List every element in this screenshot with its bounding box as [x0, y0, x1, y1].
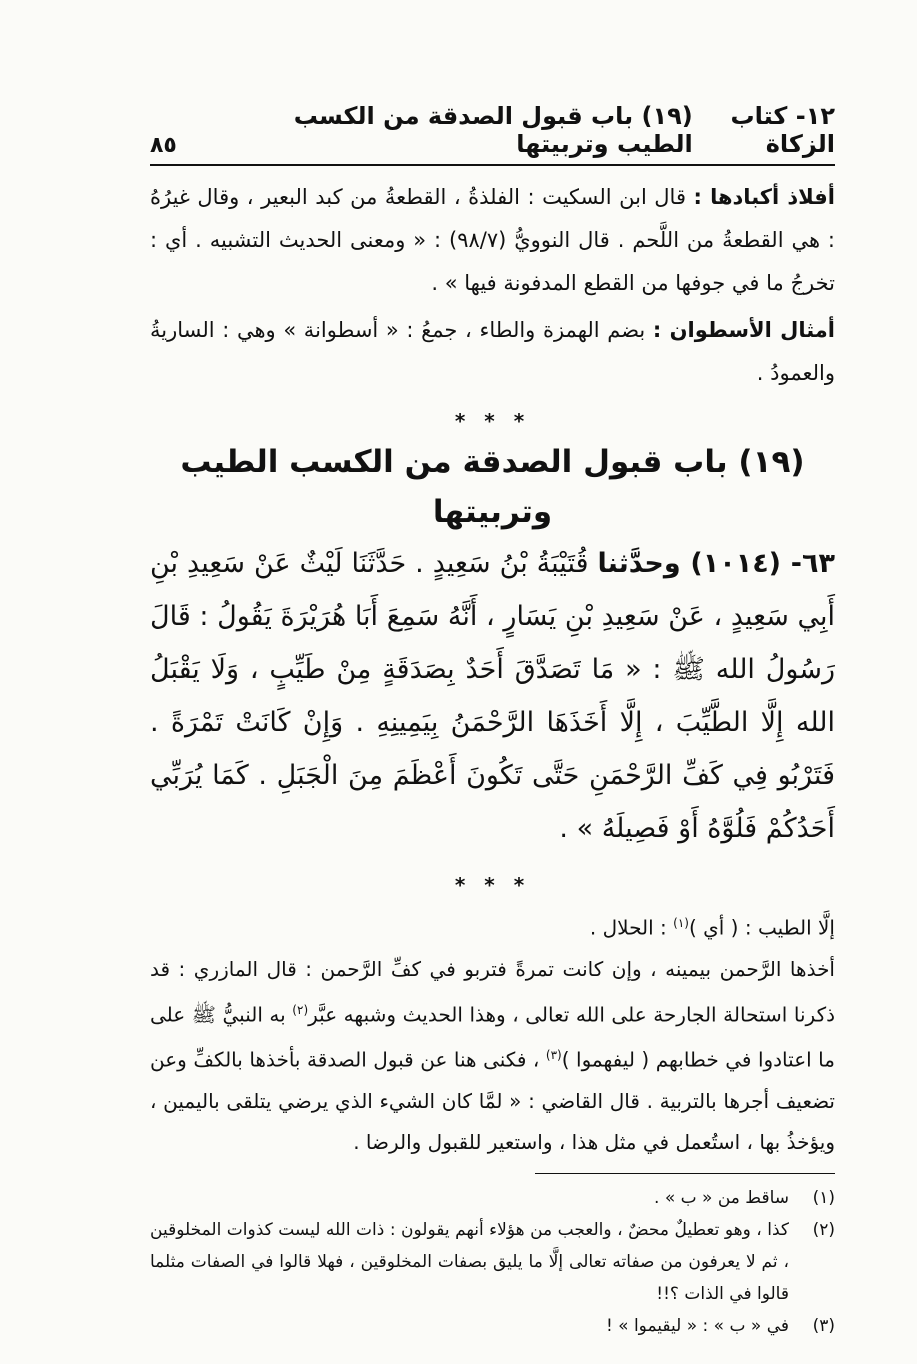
- commentary-line: إلَّا الطيب : ( أي )$^{(١)}$ : الحلال .: [589, 915, 835, 940]
- gloss-term: أفلاذ أكبادها :: [693, 185, 835, 209]
- footnote: [150, 1310, 835, 1342]
- footnote: [150, 1182, 835, 1214]
- hadith-body: قُتَيْبَةُ بْنُ سَعِيدٍ . حَدَّثَنَا لَيْثٌ عَنْ سَعِيدِ بْنِ أَبِي سَعِيدٍ ، عَنْ سَعِيدِ بْنِ يَسَارٍ ، أَنَّهُ سَمِعَ أَبَا هُرَيْرَةَ يَقُولُ : قَالَ رَسُولُ الله ﷺ : « مَا تَصَدَّقَ أَحَدٌ بِصَدَقَةٍ مِنْ طَيِّبٍ ، وَلَا يَقْبَلُ الله إِلَّا الطَّيِّبَ ، إِلَّا أَخَذَهَا الرَّحْمَنُ بِيَمِينِهِ . وَإِنْ كَانَتْ تَمْرَةً . فَتَرْبُو فِي كَفِّ الرَّحْمَنِ حَتَّى تَكُونَ أَعْظَمَ مِنَ الْجَبَلِ . كَمَا يُرَبِّي أَحَدُكُمْ فَلُوَّهُ أَوْ فَصِيلَهُ » .: [150, 548, 835, 844]
- gloss-text: بضم الهمزة والطاء ، جمعُ : « أسطوانة » وهي : الساريةُ والعمودُ .: [150, 318, 835, 385]
- footnote: [150, 1214, 835, 1310]
- footnote-text: كذا ، وهو تعطيلٌ محضٌ ، والعجب من هؤلاء أنهم يقولون : ذات الله ليست كذوات المخلوقين ، ثم لا يعرفون من صفاته تعالى إلَّا ما يليق بصفات المخلوقين ، فهلا قالوا في الصفات مثلما قالوا في الذات ؟!!: [150, 1219, 789, 1304]
- footnote-number: (٢): [812, 1219, 835, 1240]
- chapter-title: (١٩) باب قبول الصدقة من الكسب الطيب وتربيتها: [180, 444, 805, 530]
- commentary-paragraph: أخذها الرَّحمن بيمينه ، وإن كانت تمرةً فتربو في كفِّ الرَّحمن : قال المازري : قد ذكرنا استحالة الجارحة على الله تعالى ، وهذا الحديث وشبهه عبَّر$^{(٢)}$ به النبيُّ ﷺ على ما اعتادوا في خطابهم ( ليفهموا )$^{(٣)}$ ، فكنى هنا عن قبول الصدقة بأخذها بالكفِّ وعن تضعيف أجرها بالتربية . قال القاضي : « لمَّا كان الشيء الذي يرضي يتلقى باليمين ، ويؤخذُ بها ، استُعمل في مثل هذا ، واستعير للقبول والرضا .: [150, 956, 836, 1154]
- section-divider: * * *: [454, 409, 531, 433]
- section-divider: * * *: [454, 873, 531, 897]
- page-number: ٨٥: [150, 133, 177, 158]
- gloss-entry: [150, 309, 835, 395]
- footnote-ref: (٢): [292, 1002, 309, 1017]
- footnote-number: (١): [812, 1187, 835, 1208]
- footnote-ref: (٣): [545, 1048, 562, 1063]
- footnote-number: (٣): [812, 1315, 835, 1336]
- hadith-number: ٦٣- (١٠١٤) وحدَّثنا: [597, 548, 835, 579]
- running-header: [150, 102, 835, 166]
- gloss-term: أمثال الأسطوان :: [652, 318, 835, 342]
- gloss-entry: [150, 176, 835, 305]
- section-name: (١٩) باب قبول الصدقة من الكسب الطيب وتربيتها: [293, 102, 693, 158]
- page-body: [150, 176, 835, 1342]
- gloss-text: قال ابن السكيت : الفلذةُ ، القطعةُ من كبد البعير ، وقال غيرُهُ : هي القطعةُ من اللَّحم . قال النوويُّ (٩٨/٧) : « ومعنى الحديث التشبيه . أي : تخرجُ ما في جوفها من القطع المدفونة فيها » .: [150, 185, 835, 295]
- footnote-text: ساقط من « ب » .: [654, 1187, 789, 1208]
- chapter-name: ١٢- كتاب الزكاة: [730, 102, 835, 158]
- footnote-separator: [535, 1173, 835, 1174]
- footnote-text: في « ب » : « ليقيموا » !: [605, 1315, 789, 1336]
- hadith-text: [150, 537, 835, 855]
- footnote-ref: (١): [673, 916, 689, 930]
